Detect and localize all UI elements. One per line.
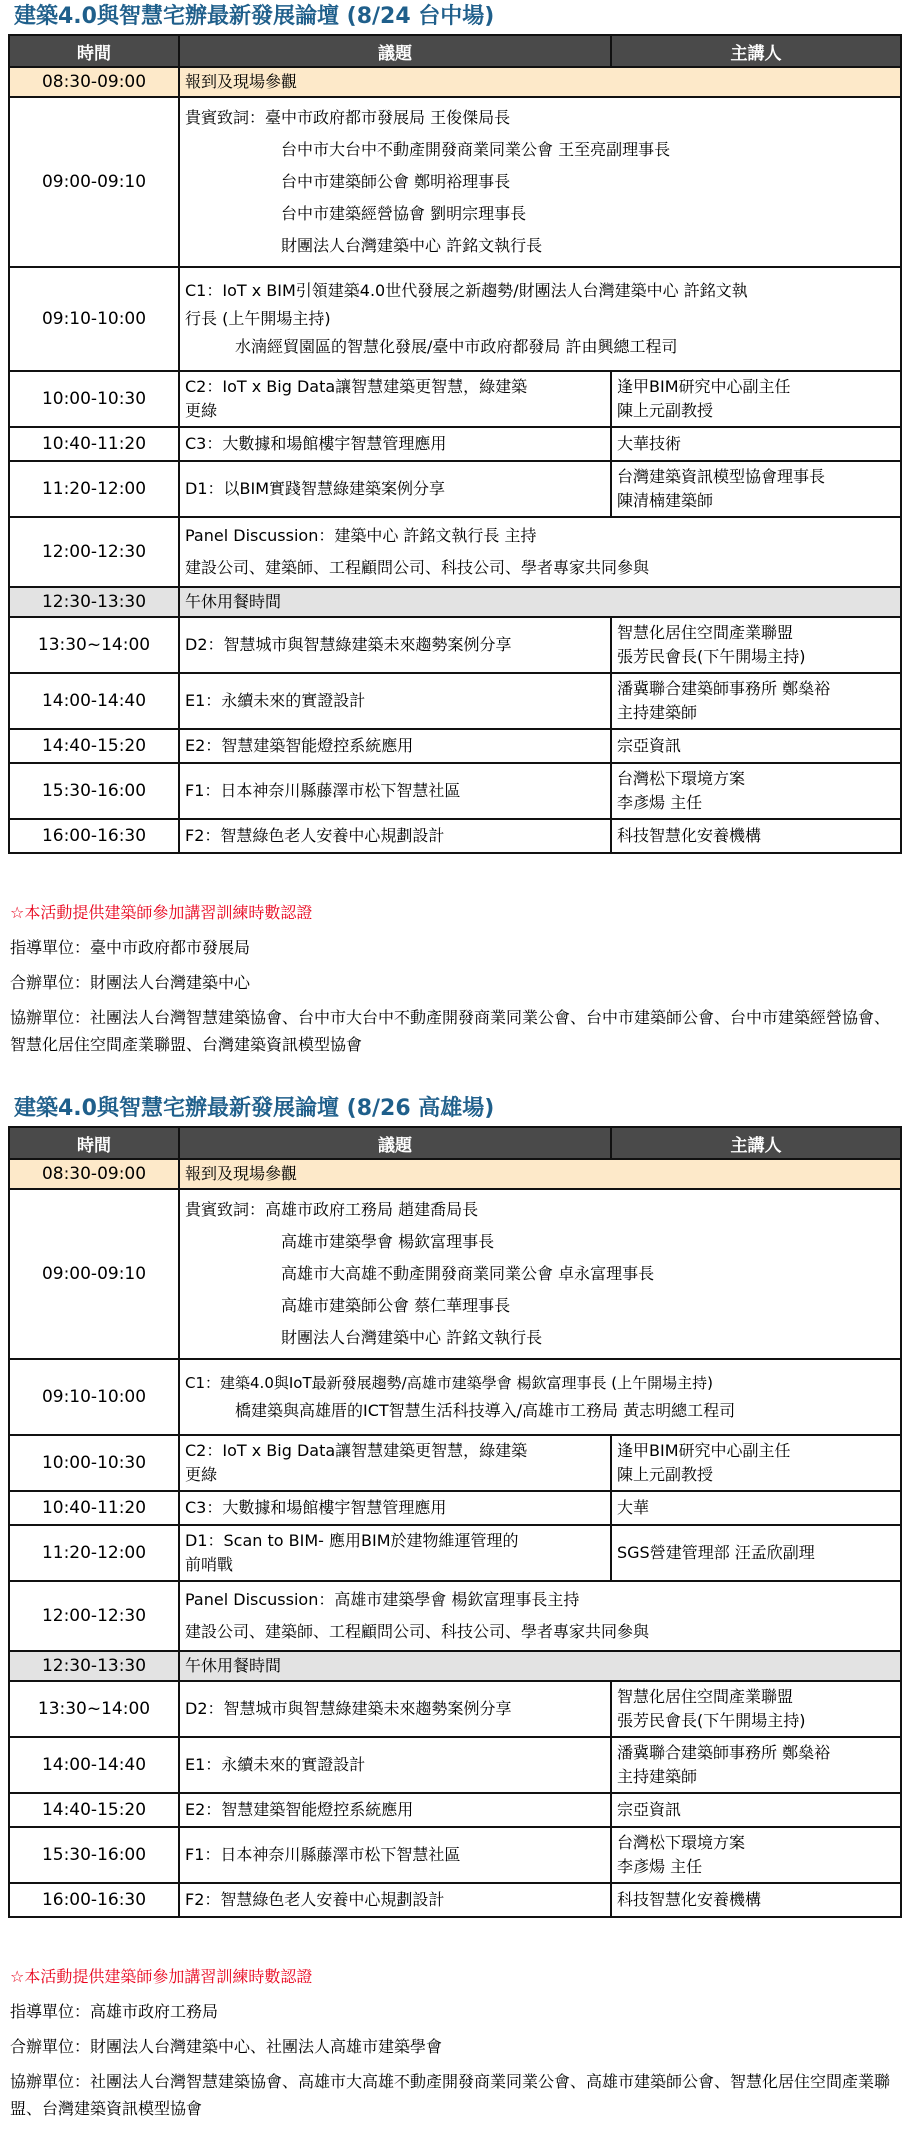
topic-line: 報到及現場參觀 [185,1164,298,1183]
table-row [9,517,901,587]
topic-line: D2：智慧城市與智慧綠建築未來趨勢案例分享 [185,635,512,654]
speaker-line: 李彥煬 主任 [617,1857,703,1876]
topic-line: 高雄市建築學會 楊欽富理事長 [281,1232,495,1251]
time-cell: 12:30-13:30 [9,587,179,617]
topic-line: C3：大數據和場館樓宇智慧管理應用 [185,434,447,453]
topic-cell [179,1435,611,1491]
table-row [9,673,901,729]
time-cell: 14:00-14:40 [9,1737,179,1793]
topic-line: F1：日本神奈川縣藤澤市松下智慧社區 [185,781,461,800]
header-topic: 議題 [179,1127,611,1159]
topic-cell [179,1491,611,1525]
topic-line: 台中市大台中不動產開發商業同業公會 王至亮副理事長 [281,140,671,159]
header-time: 時間 [9,1127,179,1159]
table-row [9,729,901,763]
header-speaker: 主講人 [611,1127,901,1159]
time-cell: 09:10-10:00 [9,267,179,371]
time-cell: 10:40-11:20 [9,427,179,461]
speaker-line: 台灣建築資訊模型協會理事長 [617,467,826,486]
time-cell: 16:00-16:30 [9,1883,179,1917]
topic-line: Panel Discussion：建築中心 許銘文執行長 主持 [185,526,537,545]
speaker-line: 智慧化居住空間產業聯盟 [617,1687,794,1706]
speaker-line: 潘冀聯合建築師事務所 鄭燊裕 [617,1743,831,1762]
table-row [9,1159,901,1189]
table-row [9,67,901,97]
table-row [9,427,901,461]
topic-cell [179,1827,611,1883]
topic-cell [179,1525,611,1581]
table-row [9,1827,901,1883]
speaker-line: 張芳民會長(下午開場主持) [617,647,806,666]
topic-line: D1：以BIM實踐智慧綠建築案例分享 [185,479,446,498]
table-row [9,97,901,267]
time-cell: 09:00-09:10 [9,97,179,267]
topic-line: 午休用餐時間 [185,592,282,611]
speaker-line: 大華 [617,1498,650,1517]
schedule-table [8,34,902,854]
table-row [9,1435,901,1491]
topic-line: F1：日本神奈川縣藤澤市松下智慧社區 [185,1845,461,1864]
credit-note: ☆本活動提供建築師參加講習訓練時數認證 [10,1967,313,1986]
topic-cell [179,1359,901,1435]
time-cell: 08:30-09:00 [9,1159,179,1189]
section-title: 建築4.0與智慧宅辦最新發展論壇 (8/24 台中場) [14,4,495,29]
topic-line: C1：IoT x BIM引領建築4.0世代發展之新趨勢/財團法人台灣建築中心 許銘文執 [185,281,748,300]
topic-cell [179,1581,901,1651]
topic-line: 財團法人台灣建築中心 許銘文執行長 [281,1328,543,1347]
speaker-line: 智慧化居住空間產業聯盟 [617,623,794,642]
topic-cell [179,763,611,819]
speaker-line: 宗亞資訊 [617,1800,682,1819]
speaker-line: 李彥煬 主任 [617,793,703,812]
topic-cell [179,1189,901,1359]
topic-cell [179,97,901,267]
time-cell: 10:40-11:20 [9,1491,179,1525]
topic-line: 貴賓致詞：高雄市政府工務局 趙建喬局長 [185,1200,479,1219]
time-cell: 10:00-10:30 [9,1435,179,1491]
topic-line: 更綠 [185,1465,218,1484]
topic-line: C2：IoT x Big Data讓智慧建築更智慧，綠建築 [185,1441,528,1460]
topic-line: 更綠 [185,401,218,420]
topic-cell [179,587,901,617]
speaker-cell [611,461,901,517]
speaker-line: 台灣松下環境方案 [617,769,746,788]
topic-line: C3：大數據和場館樓宇智慧管理應用 [185,1498,447,1517]
speaker-line: 大華技術 [617,434,682,453]
topic-cell [179,1159,901,1189]
table-row [9,371,901,427]
topic-cell [179,729,611,763]
credit-note: ☆本活動提供建築師參加講習訓練時數認證 [10,903,313,922]
topic-line: 貴賓致詞：臺中市政府都市發展局 王俊傑局長 [185,108,511,127]
speaker-cell [611,427,901,461]
topic-line: E2：智慧建築智能燈控系統應用 [185,736,414,755]
assisting-units: 協辦單位：社團法人台灣智慧建築協會、台中市大台中不動產開發商業同業公會、台中市建築師公會、台中市建築經營協會、智慧化居住空間產業聯盟、台灣建築資訊模型協會 [10,1008,891,1054]
speaker-cell [611,1827,901,1883]
speaker-line: 科技智慧化安養機構 [617,1890,762,1909]
topic-line: F2：智慧綠色老人安養中心規劃設計 [185,826,445,845]
topic-cell [179,617,611,673]
topic-cell [179,67,901,97]
table-row [9,1525,901,1581]
topic-cell [179,1883,611,1917]
time-cell: 10:00-10:30 [9,371,179,427]
speaker-cell [611,763,901,819]
topic-line: 台中市建築師公會 鄭明裕理事長 [281,172,511,191]
speaker-cell [611,1883,901,1917]
speaker-cell [611,1525,901,1581]
topic-cell [179,267,901,371]
time-cell: 08:30-09:00 [9,67,179,97]
topic-line: Panel Discussion：高雄市建築學會 楊欽富理事長主持 [185,1590,580,1609]
topic-line: 報到及現場參觀 [185,72,298,91]
co-organizer: 合辦單位：財團法人台灣建築中心 [10,973,251,992]
header-topic: 議題 [179,35,611,67]
topic-cell [179,427,611,461]
speaker-line: 台灣松下環境方案 [617,1833,746,1852]
topic-line: C1：建築4.0與IoT最新發展趨勢/高雄市建築學會 楊欽富理事長 (上午開場主持) [185,1374,713,1392]
speaker-cell [611,1491,901,1525]
speaker-line: 陳上元副教授 [617,401,714,420]
speaker-line: 張芳民會長(下午開場主持) [617,1711,806,1730]
table-row [9,587,901,617]
time-cell: 13:30~14:00 [9,1681,179,1737]
table-row [9,1651,901,1681]
topic-line: 建設公司、建築師、工程顧問公司、科技公司、學者專家共同參與 [185,558,650,577]
topic-cell [179,517,901,587]
speaker-cell [611,673,901,729]
time-cell: 15:30-16:00 [9,763,179,819]
time-cell: 09:10-10:00 [9,1359,179,1435]
speaker-cell [611,819,901,853]
section-title: 建築4.0與智慧宅辦最新發展論壇 (8/26 高雄場) [14,1096,495,1121]
topic-line: 財團法人台灣建築中心 許銘文執行長 [281,236,543,255]
topic-line: F2：智慧綠色老人安養中心規劃設計 [185,1890,445,1909]
speaker-cell [611,1435,901,1491]
speaker-line: 主持建築師 [617,703,698,722]
time-cell: 11:20-12:00 [9,1525,179,1581]
speaker-line: 宗亞資訊 [617,736,682,755]
time-cell: 14:00-14:40 [9,673,179,729]
speaker-line: 主持建築師 [617,1767,698,1786]
time-cell: 11:20-12:00 [9,461,179,517]
assisting-units: 協辦單位：社團法人台灣智慧建築協會、高雄市大高雄不動產開發商業同業公會、高雄市建築師公會、智慧化居住空間產業聯盟、台灣建築資訊模型協會 [10,2072,891,2118]
speaker-line: 陳上元副教授 [617,1465,714,1484]
table-row [9,1189,901,1359]
time-cell: 12:00-12:30 [9,517,179,587]
speaker-line: 潘冀聯合建築師事務所 鄭燊裕 [617,679,831,698]
table-row [9,1581,901,1651]
speaker-line: 陳清楠建築師 [617,491,714,510]
topic-cell [179,1793,611,1827]
table-row [9,1883,901,1917]
table-row [9,819,901,853]
topic-line: 橋建築與高雄厝的ICT智慧生活科技導入/高雄市工務局 黃志明總工程司 [235,1401,736,1420]
topic-line: 台中市建築經營協會 劉明宗理事長 [281,204,527,223]
time-cell: 13:30~14:00 [9,617,179,673]
co-organizer: 合辦單位：財團法人台灣建築中心、社團法人高雄市建築學會 [10,2037,443,2056]
topic-line: E1：永續未來的實證設計 [185,1755,366,1774]
topic-line: 行長 (上午開場主持) [185,309,331,328]
speaker-cell [611,729,901,763]
table-header-row [9,1127,901,1159]
speaker-line: 逢甲BIM研究中心副主任 [617,377,791,396]
time-cell: 12:30-13:30 [9,1651,179,1681]
time-cell: 15:30-16:00 [9,1827,179,1883]
time-cell: 14:40-15:20 [9,1793,179,1827]
header-speaker: 主講人 [611,35,901,67]
topic-line: 高雄市大高雄不動產開發商業同業公會 卓永富理事長 [281,1264,655,1283]
topic-line: 午休用餐時間 [185,1656,282,1675]
table-header-row [9,35,901,67]
time-cell: 12:00-12:30 [9,1581,179,1651]
table-row [9,267,901,371]
topic-cell [179,1651,901,1681]
table-row [9,1737,901,1793]
schedule-table [8,1126,902,1918]
topic-line: C2：IoT x Big Data讓智慧建築更智慧，綠建築 [185,377,528,396]
table-row [9,763,901,819]
speaker-cell [611,1793,901,1827]
time-cell: 09:00-09:10 [9,1189,179,1359]
topic-cell [179,1681,611,1737]
speaker-line: 逢甲BIM研究中心副主任 [617,1441,791,1460]
table-row [9,617,901,673]
speaker-cell [611,371,901,427]
speaker-cell [611,617,901,673]
topic-cell [179,819,611,853]
topic-line: 前哨戰 [185,1555,234,1574]
topic-cell [179,461,611,517]
topic-line: 高雄市建築師公會 蔡仁華理事長 [281,1296,511,1315]
speaker-line: SGS營建管理部 汪孟欣副理 [617,1543,815,1562]
header-time: 時間 [9,35,179,67]
guide-unit: 指導單位：高雄市政府工務局 [10,2002,219,2021]
table-row [9,1491,901,1525]
table-row [9,1793,901,1827]
topic-cell [179,1737,611,1793]
time-cell: 14:40-15:20 [9,729,179,763]
topic-line: 水湳經貿園區的智慧化發展/臺中市政府都發局 許由興總工程司 [235,337,678,356]
speaker-cell [611,1681,901,1737]
topic-line: E2：智慧建築智能燈控系統應用 [185,1800,414,1819]
topic-line: D2：智慧城市與智慧綠建築未來趨勢案例分享 [185,1699,512,1718]
table-row [9,461,901,517]
topic-line: D1：Scan to BIM- 應用BIM於建物維運管理的 [185,1531,519,1550]
topic-line: 建設公司、建築師、工程顧問公司、科技公司、學者專家共同參與 [185,1622,650,1641]
topic-cell [179,673,611,729]
topic-cell [179,371,611,427]
speaker-line: 科技智慧化安養機構 [617,826,762,845]
table-row [9,1359,901,1435]
speaker-cell [611,1737,901,1793]
time-cell: 16:00-16:30 [9,819,179,853]
guide-unit: 指導單位：臺中市政府都市發展局 [10,938,251,957]
table-row [9,1681,901,1737]
topic-line: E1：永續未來的實證設計 [185,691,366,710]
